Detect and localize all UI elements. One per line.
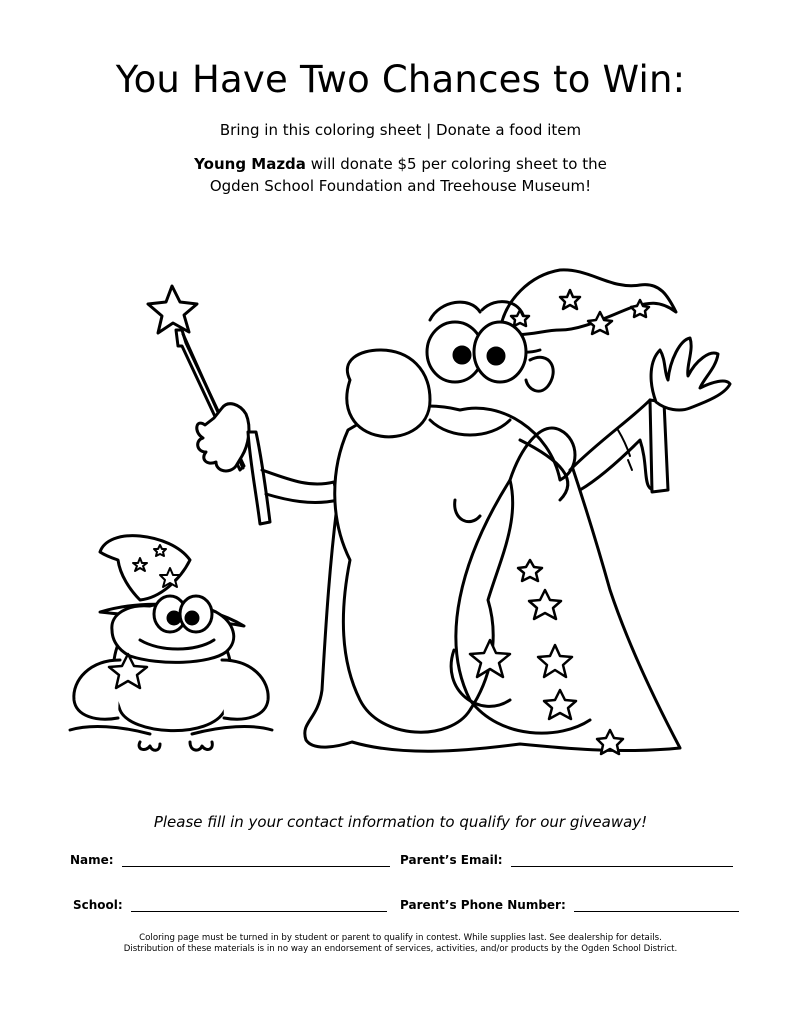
phone-field[interactable] bbox=[400, 898, 739, 912]
email-field[interactable] bbox=[400, 853, 733, 867]
school-label: School: bbox=[73, 898, 123, 912]
name-label: Name: bbox=[70, 853, 114, 867]
frog-wizard-icon bbox=[70, 536, 272, 751]
disclaimer bbox=[0, 933, 801, 955]
disclaimer-line-2: Distribution of these materials is in no way an endorsement of services, activities, and/or products by the Ogden School District. bbox=[123, 944, 678, 954]
phone-input-line[interactable] bbox=[574, 910, 739, 912]
page-title: You Have Two Chances to Win: bbox=[115, 58, 686, 101]
name-field[interactable] bbox=[70, 853, 390, 867]
chances-subline: Bring in this coloring sheet | Donate a food item bbox=[219, 121, 582, 139]
name-input-line[interactable] bbox=[122, 865, 390, 867]
phone-label: Parent’s Phone Number: bbox=[400, 898, 566, 912]
donation-line-2: Ogden School Foundation and Treehouse Museum! bbox=[209, 177, 592, 195]
email-input-line[interactable] bbox=[511, 865, 733, 867]
school-field[interactable] bbox=[73, 898, 387, 912]
contact-instruction: Please fill in your contact information to qualify for our giveaway! bbox=[153, 813, 648, 831]
sponsor-name: Young Mazda bbox=[194, 155, 306, 173]
donation-line-1-rest: will donate $5 per coloring sheet to the bbox=[305, 155, 607, 173]
disclaimer-line-1: Coloring page must be turned in by student or parent to qualify in contest. While supplies last. See dealership for details. bbox=[139, 933, 662, 943]
school-input-line[interactable] bbox=[131, 910, 387, 912]
email-label: Parent’s Email: bbox=[400, 853, 503, 867]
